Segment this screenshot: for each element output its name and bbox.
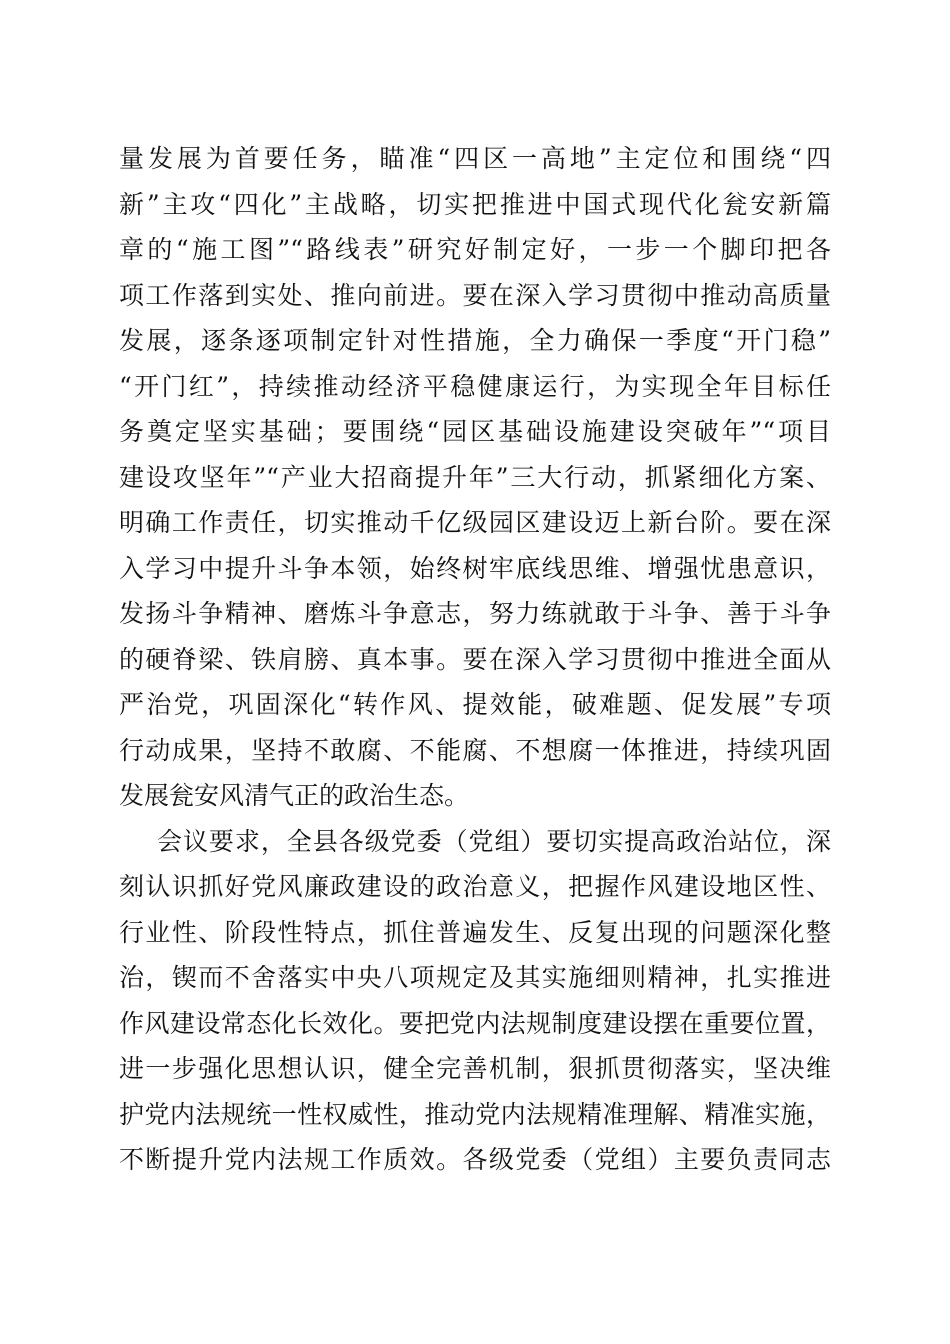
text-line: 章的“施工图”“路线表”研究好制定好，一步一个脚印把各 (119, 235, 831, 264)
text-line: 的硬脊梁、铁肩膀、真本事。要在深入学习贯彻中推进全面从 (119, 644, 831, 674)
document-body (119, 136, 831, 1183)
text-line: 护党内法规统一性权威性，推动党内法规精准理解、精准实施， (119, 1099, 831, 1129)
text-line: 行业性、阶段性特点，抓住普遍发生、反复出现的问题深化整 (119, 917, 831, 947)
text-line: 会议要求，全县各级党委（党组）要切实提高政治站位，深 (157, 826, 831, 856)
text-line: 发展瓮安风清气正的政治生态。 (119, 781, 470, 810)
text-line: 进一步强化思想认识，健全完善机制，狠抓贯彻落实，坚决维 (119, 1054, 831, 1083)
text-line: “开门红”，持续推动经济平稳健康运行，为实现全年目标任 (119, 371, 831, 401)
text-line: 作风建设常态化长效化。要把党内法规制度建设摆在重要位置， (119, 1008, 831, 1038)
text-line: 项工作落到实处、推向前进。要在深入学习贯彻中推动高质量 (119, 280, 831, 310)
text-line: 严治党，巩固深化“转作风、提效能，破难题、促发展”专项 (119, 690, 831, 719)
text-line: 建设攻坚年”“产业大招商提升年”三大行动，抓紧细化方案、 (119, 462, 831, 492)
paragraph-1 (119, 136, 831, 819)
text-line: 明确工作责任，切实推动千亿级园区建设迈上新台阶。要在深 (119, 508, 831, 537)
text-line: 刻认识抓好党风廉政建设的政治意义，把握作风建设地区性、 (119, 872, 831, 901)
text-line: 务奠定坚实基础；要围绕“园区基础设施建设突破年”“项目 (119, 417, 831, 446)
text-line: 新”主攻“四化”主战略，切实把推进中国式现代化瓮安新篇 (119, 189, 831, 219)
text-line: 治，锲而不舍落实中央八项规定及其实施细则精神，扎实推进 (119, 963, 831, 992)
text-line: 行动成果，坚持不敢腐、不能腐、不想腐一体推进，持续巩固 (119, 735, 831, 765)
text-line: 入学习中提升斗争本领，始终树牢底线思维、增强忧患意识， (119, 553, 831, 583)
paragraph-2 (119, 819, 831, 1183)
text-line: 发扬斗争精神、磨炼斗争意志，努力练就敢于斗争、善于斗争 (119, 599, 831, 628)
text-line: 不断提升党内法规工作质效。各级党委（党组）主要负责同志 (119, 1145, 831, 1174)
text-line: 发展，逐条逐项制定针对性措施，全力确保一季度“开门稳” (119, 326, 831, 355)
text-line: 量发展为首要任务，瞄准“四区一高地”主定位和围绕“四 (119, 144, 831, 173)
